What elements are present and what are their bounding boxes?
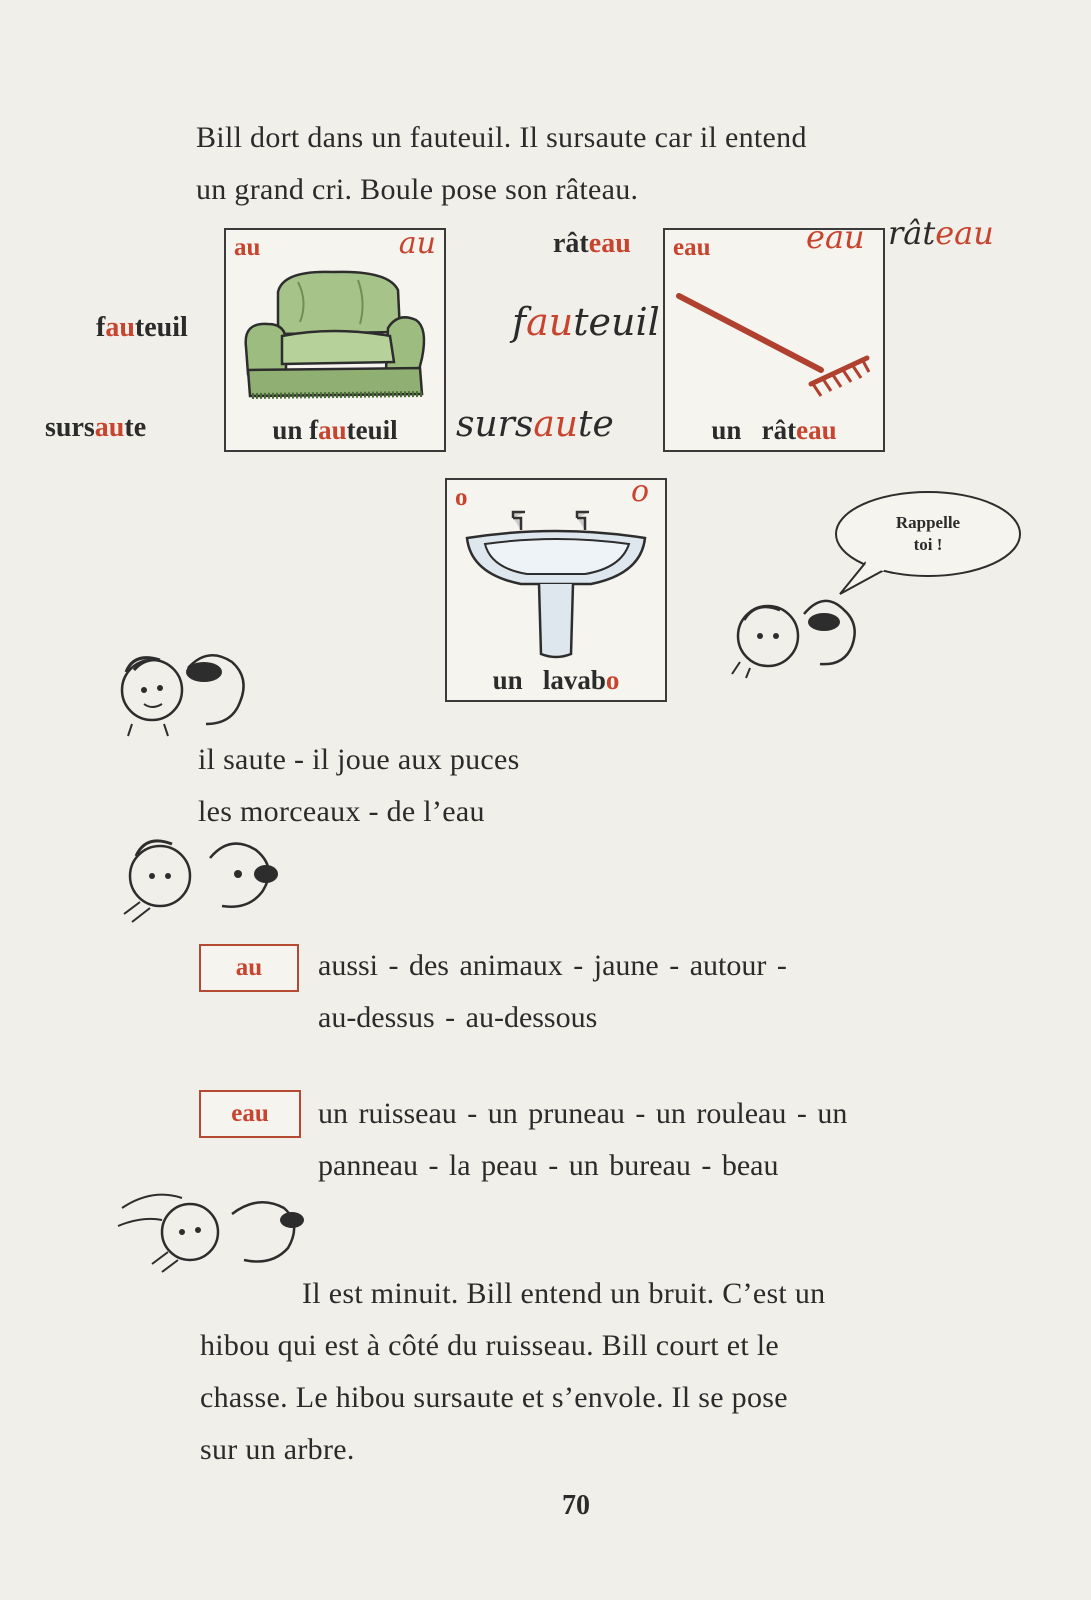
cursive-sursaute: [456, 404, 614, 445]
card-fauteuil-caption: [226, 415, 444, 446]
sound-list-au-line-1: aussi - des animaux - jaune - autour -: [318, 949, 787, 982]
intro-paragraph: [196, 112, 976, 216]
phrases: [198, 734, 898, 838]
label-rateau-highlight: eau: [588, 228, 631, 259]
cursive-sursaute-post: te: [578, 404, 614, 445]
card-lavabo: [445, 474, 667, 702]
intro-line-2: un grand cri. Boule pose son râteau.: [196, 173, 639, 206]
card-rateau-caption: [665, 415, 883, 446]
speech-bubble-line-1: Rappelle: [895, 513, 961, 532]
card-fauteuil-word-highlight: au: [318, 415, 347, 445]
story-line-3: chasse. Le hibou sursaute et s’envole. Il se pose: [200, 1381, 788, 1414]
cursive-fauteuil: [512, 300, 660, 344]
cursive-sursaute-pre: surs: [456, 404, 534, 445]
card-lavabo-cursive: o: [630, 474, 649, 509]
sound-list-au-line-2: au-dessus - au-dessous: [318, 1001, 598, 1034]
sound-list-eau-line-1: un ruisseau - un pruneau - un rouleau - un: [318, 1097, 848, 1130]
intro-line-1: Bill dort dans un fauteuil. Il sursaute car il entend: [196, 121, 807, 154]
cursive-sursaute-highlight: au: [533, 404, 578, 445]
armchair-icon: [238, 262, 432, 412]
card-lavabo-word-pre: lavab: [542, 665, 606, 695]
card-fauteuil-article: un: [272, 415, 303, 445]
cursive-rateau-highlight: eau: [935, 214, 994, 252]
card-lavabo-word-highlight: o: [605, 665, 620, 695]
cursive-fauteuil-pre: f: [512, 300, 527, 344]
boy-and-dog-illustration: [720, 580, 880, 680]
label-fauteuil-post: teuil: [134, 312, 188, 343]
phrases-line-2: les morceaux - de l’eau: [198, 795, 485, 828]
sink-icon: [461, 504, 651, 664]
card-rateau-word-highlight: eau: [796, 415, 837, 445]
sound-tag-eau: eau: [199, 1090, 301, 1138]
card-fauteuil-word-post: teuil: [346, 415, 398, 445]
speech-bubble-line-2: toi !: [913, 535, 943, 554]
story-line-2: hibou qui est à côté du ruisseau. Bill court et le: [200, 1329, 780, 1362]
sound-list-eau: [318, 1088, 958, 1192]
label-sursaute-post: te: [124, 412, 147, 443]
label-fauteuil: [96, 312, 188, 344]
card-lavabo-article: un: [492, 665, 523, 695]
boy-and-dog-peek-illustration: [104, 638, 264, 738]
page-number: 70: [562, 1490, 590, 1521]
phrases-line-1: il saute - il joue aux puces: [198, 743, 520, 776]
card-fauteuil: [224, 228, 446, 452]
card-rateau: [663, 228, 885, 452]
card-fauteuil-sound: au: [234, 234, 261, 261]
speech-bubble: [866, 512, 990, 556]
rake-icon: [671, 280, 877, 400]
label-fauteuil-highlight: au: [105, 312, 135, 343]
label-sursaute-pre: surs: [45, 412, 95, 443]
sound-list-eau-line-2: panneau - la peau - un bureau - beau: [318, 1149, 779, 1182]
card-rateau-cursive: eau: [806, 218, 865, 256]
story-line-4: sur un arbre.: [200, 1433, 355, 1466]
label-rateau: [553, 228, 631, 260]
card-rateau-sound: eau: [673, 234, 711, 261]
label-sursaute: [45, 412, 146, 444]
boy-and-dog-scratch-illustration: [110, 818, 290, 928]
label-rateau-pre: rât: [553, 228, 589, 259]
label-sursaute-highlight: au: [94, 412, 125, 443]
cursive-rateau-pre: rât: [888, 214, 936, 252]
card-rateau-word-pre: rât: [761, 415, 797, 445]
cursive-fauteuil-post: teuil: [573, 300, 660, 344]
cursive-rateau: [888, 214, 994, 252]
card-rateau-article: un: [711, 415, 742, 445]
card-lavabo-sound: o: [455, 484, 468, 511]
boy-and-dog-running-illustration: [112, 1178, 312, 1278]
sound-tag-au: au: [199, 944, 299, 992]
sound-list-au: [318, 940, 958, 1044]
card-lavabo-caption: [447, 665, 665, 696]
card-fauteuil-word-pre: f: [309, 415, 319, 445]
story-paragraph: [200, 1268, 960, 1476]
card-fauteuil-cursive: au: [398, 226, 436, 261]
cursive-fauteuil-highlight: au: [526, 300, 574, 344]
story-line-1: Il est minuit. Bill entend un bruit. C’est un: [302, 1277, 826, 1310]
label-fauteuil-pre: f: [96, 312, 106, 343]
